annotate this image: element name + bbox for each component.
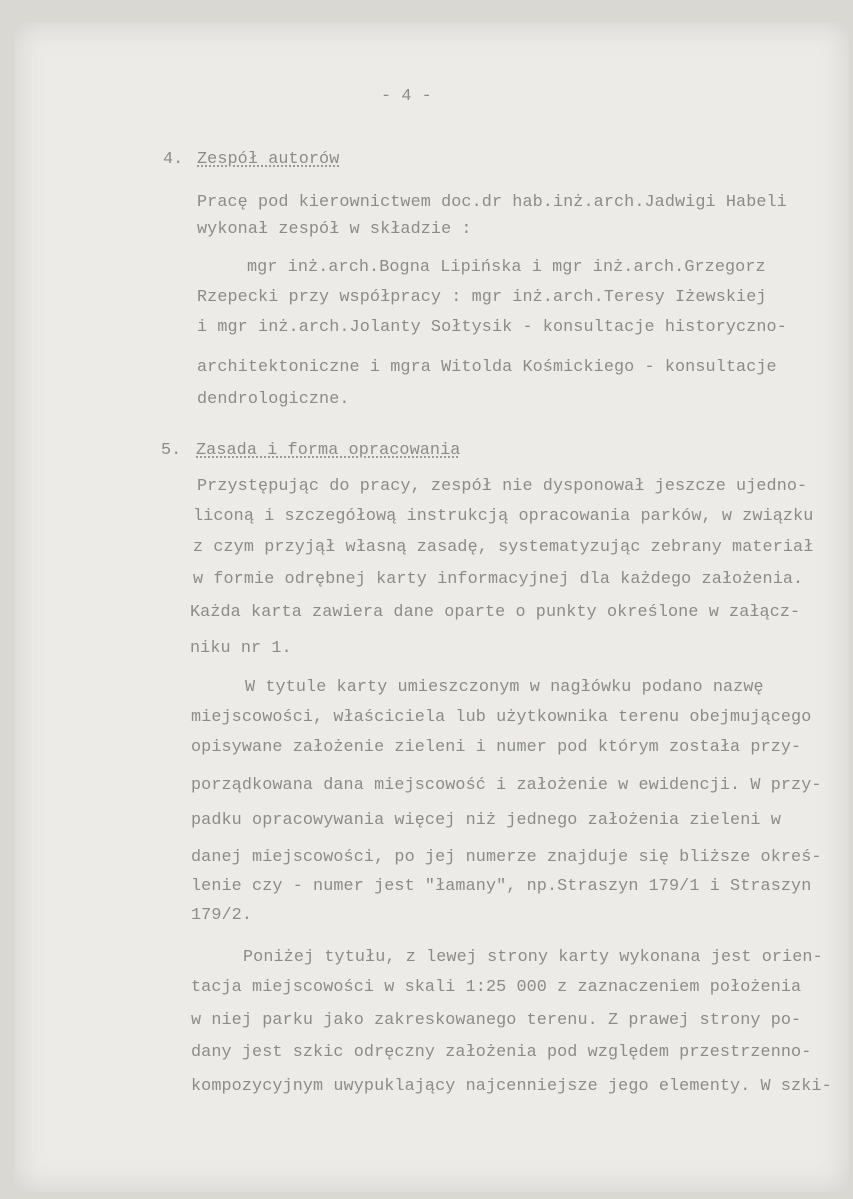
section5-line: W tytule karty umieszczonym w nagłówku podano nazwę bbox=[245, 678, 764, 697]
section5-line: tacja miejscowości w skali 1:25 000 z zaznaczeniem położenia bbox=[191, 978, 802, 997]
section5-line: z czym przyjął własną zasadę, systematyzując zebrany materiał bbox=[193, 538, 814, 557]
section4-line: dendrologiczne. bbox=[197, 390, 350, 409]
section5-line: dany jest szkic odręczny założenia pod względem przestrzenno- bbox=[191, 1043, 812, 1062]
section5-line: w niej parku jako zakreskowanego terenu. Z prawej strony po- bbox=[191, 1011, 802, 1030]
section4-line: wykonał zespół w składzie : bbox=[197, 220, 472, 239]
section5-line: padku opracowywania więcej niż jednego założenia zieleni w bbox=[191, 811, 781, 830]
section4-line: mgr inż.arch.Bogna Lipińska i mgr inż.arch.Grzegorz bbox=[247, 258, 766, 277]
section5-line: Poniżej tytułu, z lewej strony karty wykonana jest orien- bbox=[243, 948, 823, 967]
section-4-heading: Zespół autorów bbox=[197, 150, 340, 169]
section5-line: w formie odrębnej karty informacyjnej dla każdego założenia. bbox=[193, 570, 804, 589]
section4-line: i mgr inż.arch.Jolanty Sołtysik - konsultacje historyczno- bbox=[197, 318, 787, 337]
section5-line: niku nr 1. bbox=[190, 639, 292, 658]
page-number: - 4 - bbox=[381, 87, 432, 106]
section5-line: liconą i szczegółową instrukcją opracowania parków, w związku bbox=[193, 507, 814, 526]
section5-line: opisywane założenie zieleni i numer pod którym została przy- bbox=[191, 738, 802, 757]
section5-line: miejscowości, właściciela lub użytkownika terenu obejmującego bbox=[191, 708, 812, 727]
section5-line: kompozycyjnym uwypuklający najcenniejsze jego elementy. W szki- bbox=[191, 1077, 832, 1096]
section-4-number: 4. bbox=[163, 150, 184, 169]
section-5-heading: Zasada i forma opracowania bbox=[196, 441, 461, 460]
section5-line: lenie czy - numer jest "łamany", np.Straszyn 179/1 i Straszyn bbox=[191, 877, 812, 896]
section5-line: Przystępując do pracy, zespół nie dysponował jeszcze ujedno- bbox=[197, 477, 808, 496]
section5-line: 179/2. bbox=[191, 906, 253, 925]
section4-line: Pracę pod kierownictwem doc.dr hab.inż.arch.Jadwigi Habeli bbox=[197, 193, 787, 212]
section-5-number: 5. bbox=[161, 441, 182, 460]
section5-line: danej miejscowości, po jej numerze znajduje się bliższe okreś- bbox=[191, 848, 822, 867]
section5-line: porządkowana dana miejscowość i założenie w ewidencji. W przy- bbox=[191, 776, 822, 795]
section4-line: architektoniczne i mgra Witolda Kośmickiego - konsultacje bbox=[197, 358, 777, 377]
section4-line: Rzepecki przy współpracy : mgr inż.arch.Teresy Iżewskiej bbox=[197, 288, 767, 307]
section5-line: Każda karta zawiera dane oparte o punkty określone w załącz- bbox=[190, 603, 801, 622]
